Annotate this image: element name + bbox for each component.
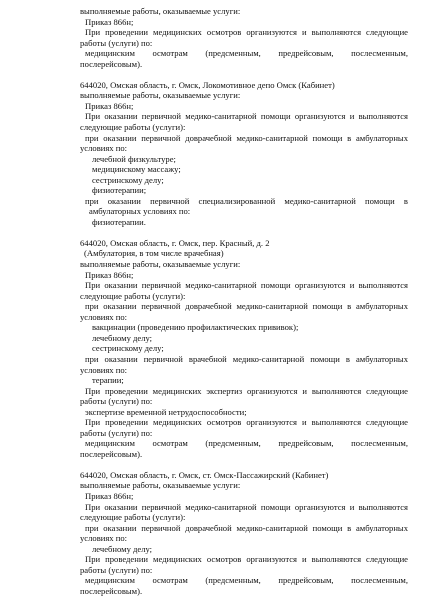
document-line: медицинскому массажу; [92,164,181,175]
document-line: работы (услуги) по: [80,37,153,48]
document-line: 644020, Омская область, г. Омск, пер. Красный, д. 2 [80,237,270,248]
document-line: сестринскому делу; [92,343,164,354]
document-line: медицинским осмотрам (предсменным, предрейсовым, послесменным, [85,48,408,59]
document-line: При проведении медицинских осмотров организуются и выполняются следующие [85,417,408,428]
document-line: выполняемые работы, оказываемые услуги: [80,90,241,101]
document-line: следующие работы (услуги): [80,121,186,132]
document-line: 644020, Омская область, г. Омск, Локомотивное депо Омск (Кабинет) [80,79,335,90]
document-line: послерейсовым). [80,448,143,459]
document-line: физиотерапии; [92,185,147,196]
document-line: при оказании первичной специализированной медико-санитарной помощи в [85,195,408,206]
document-line: При проведении медицинских осмотров организуются и выполняются следующие [85,554,408,565]
document-line: При оказании первичной медико-санитарной помощи организуются и выполняются [85,111,408,122]
document-line: работы (услуги) по: [80,396,153,407]
paragraph-gap [80,69,408,80]
document-line: выполняемые работы, оказываемые услуги: [80,6,241,16]
document-line: лечебной физкультуре; [92,153,176,164]
document-line: медицинским осмотрам (предсменным, предрейсовым, послесменным, [85,575,408,586]
document-line: вакцинации (проведению профилактических прививок); [92,322,299,333]
document-line: условиях по: [80,364,128,375]
document-line: условиях по: [80,311,128,322]
document-line: терапии; [92,375,124,386]
document-line: выполняемые работы, оказываемые услуги: [80,259,241,270]
paragraph-gap [80,459,408,470]
document-line: лечебному делу; [92,332,153,343]
document-line: При проведении медицинских экспертиз организуются и выполняются следующие [85,385,408,396]
document-line: Приказ 866н; [85,100,134,111]
document-line: послерейсовым). [80,585,143,596]
document-body [80,6,408,596]
document-line: при оказании первичной доврачебной медико-санитарной помощи в амбулаторных [85,522,408,533]
document-line: сестринскому делу; [92,174,164,185]
paragraph-gap [80,227,408,238]
document-line: выполняемые работы, оказываемые услуги: [80,480,241,491]
document-line: работы (услуги) по: [80,564,153,575]
document-line: При оказании первичной медико-санитарной помощи организуются и выполняются [85,280,408,291]
document-line: При оказании первичной медико-санитарной помощи организуются и выполняются [85,501,408,512]
document-line: (Амбулатория, в том числе врачебная) [84,248,224,259]
document-line: условиях по: [80,533,128,544]
document-line: при оказании первичной доврачебной медико-санитарной помощи в амбулаторных [85,132,408,143]
document-line: 644020, Омская область, г. Омск, ст. Омск-Пассажирский (Кабинет) [80,469,329,480]
document-line: При проведении медицинских осмотров организуются и выполняются следующие [85,27,408,38]
document-line: медицинским осмотрам (предсменным, предрейсовым, послесменным, [85,438,408,449]
document-line: экспертизе временной нетрудоспособности; [85,406,247,417]
document-line: Приказ 866н; [85,269,134,280]
document-line: лечебному делу; [92,543,153,554]
document-line: послерейсовым). [80,58,143,69]
document-line: условиях по: [80,143,128,154]
document-line: Приказ 866н; [85,491,134,502]
document-line: физиотерапии. [92,216,146,227]
document-line: при оказании первичной врачебной медико-санитарной помощи в амбулаторных [85,353,408,364]
document-line: Приказ 866н; [85,16,134,27]
document-line: работы (услуги) по: [80,427,153,438]
document-line: следующие работы (услуги): [80,290,186,301]
document-line: амбулаторных условиях по: [89,206,191,217]
document-line: при оказании первичной доврачебной медико-санитарной помощи в амбулаторных [85,301,408,312]
document-line: следующие работы (услуги): [80,512,186,523]
